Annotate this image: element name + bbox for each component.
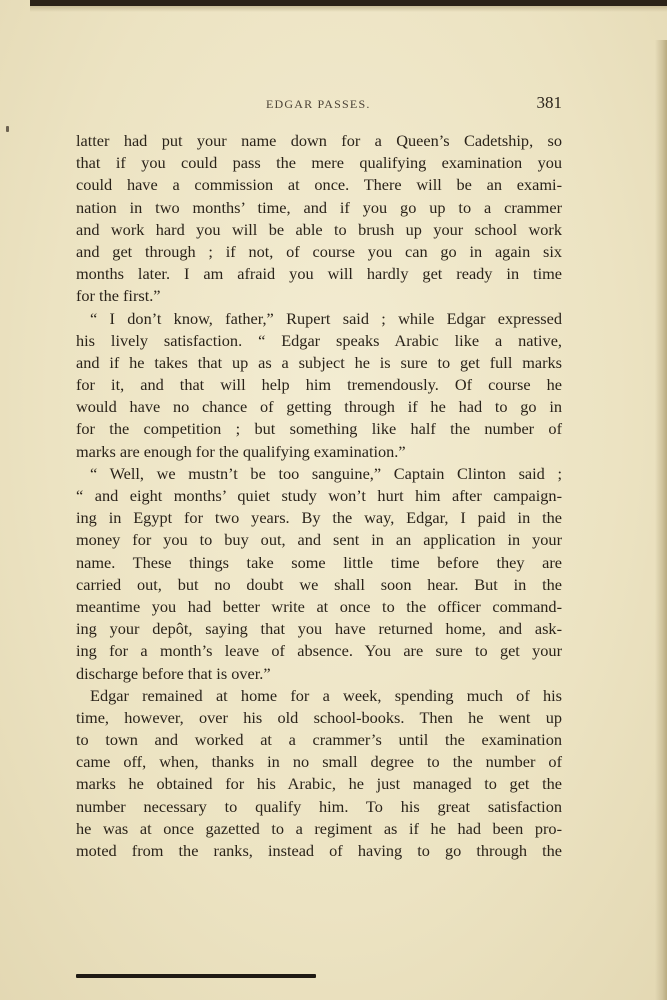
body-text — [76, 130, 562, 862]
text-line: for the first.” — [76, 286, 161, 306]
bottom-rule — [76, 974, 316, 978]
text-line: number necessary to qualify him. To his great satisfaction — [76, 796, 562, 816]
text-line: marks he obtained for his Arabic, he just managed to get the — [76, 774, 562, 794]
running-head — [76, 94, 562, 114]
text-line: ing your depôt, saying that you have returned home, and ask- — [76, 619, 562, 639]
text-line: would have no chance of getting through if he had to go in — [76, 397, 562, 417]
text-line: carried out, but no doubt we shall soon hear. But in the — [76, 574, 562, 594]
text-line: marks are enough for the qualifying examination.” — [76, 441, 406, 461]
text-line: could have a commission at once. There will be an exami- — [76, 175, 562, 195]
page-number: 381 — [536, 93, 562, 112]
text-line: “ Well, we mustn’t be too sanguine,” Captain Clinton said ; — [90, 463, 562, 483]
text-line: money for you to buy out, and sent in an application in your — [76, 530, 562, 550]
page-right-edge — [655, 40, 667, 1000]
text-line: came off, when, thanks in no small degree to the number of — [76, 752, 562, 772]
text-line: discharge before that is over.” — [76, 663, 271, 683]
top-edge-shadow — [30, 6, 667, 12]
text-line: his lively satisfaction. “ Edgar speaks Arabic like a native, — [76, 330, 562, 350]
text-line: months later. I am afraid you will hardly get ready in time — [76, 264, 562, 284]
running-title: EDGAR PASSES. — [266, 97, 371, 111]
text-line: “ and eight months’ quiet study won’t hurt him after campaign- — [76, 486, 562, 505]
text-line: and if he takes that up as a subject he is sure to get full marks — [76, 352, 562, 372]
binding-mark — [6, 126, 9, 132]
text-line: and work hard you will be able to brush up your school work — [76, 219, 562, 239]
text-line: nation in two months’ time, and if you go up to a crammer — [76, 197, 562, 217]
text-line: and get through ; if not, of course you can go in again six — [76, 241, 562, 261]
text-line: ing in Egypt for two years. By the way, Edgar, I paid in the — [76, 508, 562, 528]
text-line: time, however, over his old school-books. Then he went up — [76, 707, 562, 727]
text-line: latter had put your name down for a Queen’s Cadetship, so — [76, 131, 562, 150]
text-line: for it, and that will help him tremendously. Of course he — [76, 375, 562, 395]
text-line: ing for a month’s leave of absence. You are sure to get your — [76, 641, 562, 661]
text-line: moted from the ranks, instead of having to go through the — [76, 841, 562, 860]
text-line: that if you could pass the mere qualifying examination you — [76, 153, 562, 173]
text-line: to town and worked at a crammer’s until the examination — [76, 730, 562, 750]
text-line: “ I don’t know, father,” Rupert said ; while Edgar expressed — [90, 308, 562, 328]
text-line: name. These things take some little time before they are — [76, 552, 562, 572]
text-line: meantime you had better write at once to the officer command- — [76, 596, 562, 616]
text-line: he was at once gazetted to a regiment as if he had been pro- — [76, 818, 562, 838]
text-line: for the competition ; but something like half the number of — [76, 419, 562, 439]
text-line: Edgar remained at home for a week, spending much of his — [90, 685, 562, 705]
